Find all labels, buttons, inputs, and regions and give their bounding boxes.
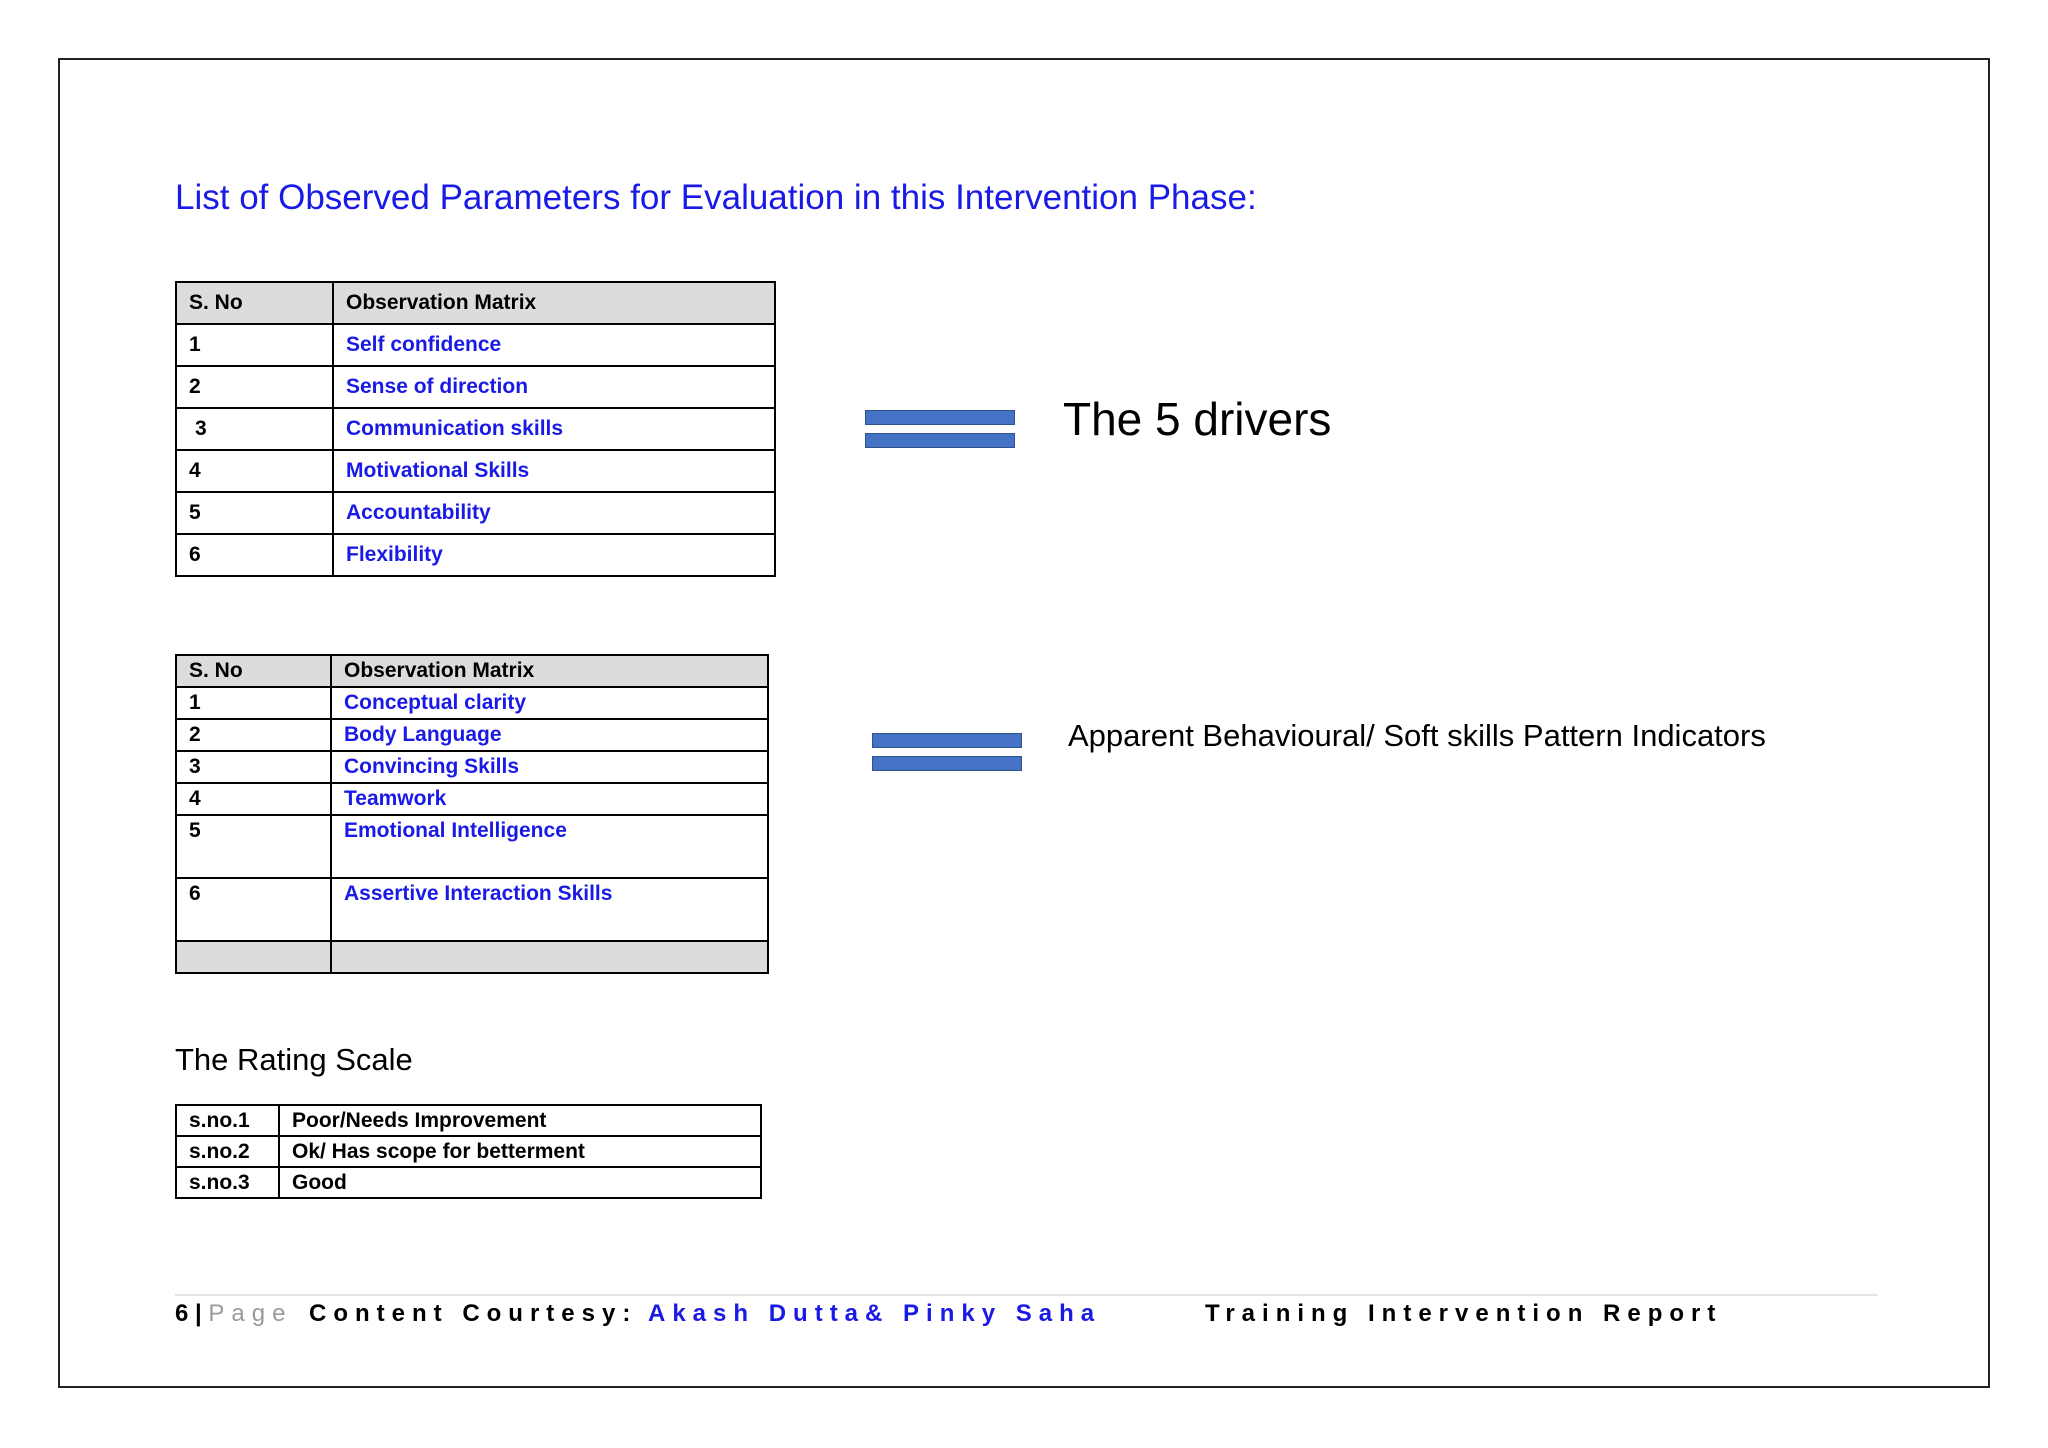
indicators-table [175, 654, 769, 974]
row-number: 1 [176, 687, 331, 719]
row-number: 3 [176, 751, 331, 783]
row-item: Sense of direction [333, 366, 775, 408]
row-item: Flexibility [333, 534, 775, 576]
table-row [176, 534, 775, 576]
row-number: 4 [176, 783, 331, 815]
table-row [176, 878, 768, 941]
drivers-label: The 5 drivers [1063, 393, 1332, 445]
page-separator: | [195, 1300, 202, 1327]
rating-scale-title: The Rating Scale [175, 1042, 413, 1077]
header-observation: Observation Matrix [331, 655, 768, 687]
table-row [176, 815, 768, 878]
row-item: Self confidence [333, 324, 775, 366]
table-header-row [176, 655, 768, 687]
row-number: 1 [176, 324, 333, 366]
table-row [176, 719, 768, 751]
row-item: Teamwork [331, 783, 768, 815]
indicators-label: Apparent Behavioural/ Soft skills Pattern Indicators [1068, 718, 1766, 753]
rating-code: s.no.3 [176, 1167, 279, 1198]
table-empty-row [176, 941, 768, 973]
table-row [176, 687, 768, 719]
header-sno: S. No [176, 282, 333, 324]
table-row [176, 492, 775, 534]
table-row [176, 751, 768, 783]
footer-report-title: Training Intervention Report [1205, 1300, 1723, 1327]
empty-cell [331, 941, 768, 973]
row-number: 3 [176, 408, 333, 450]
table-header-row [176, 282, 775, 324]
rating-code: s.no.1 [176, 1105, 279, 1136]
table-row [176, 450, 775, 492]
drivers-table [175, 281, 776, 577]
row-number: 5 [176, 492, 333, 534]
row-number: 6 [176, 534, 333, 576]
row-item: Body Language [331, 719, 768, 751]
rating-text: Ok/ Has scope for betterment [279, 1136, 761, 1167]
header-observation: Observation Matrix [333, 282, 775, 324]
page-word: Page [208, 1300, 293, 1327]
rating-text: Good [279, 1167, 761, 1198]
row-number: 2 [176, 719, 331, 751]
table-row [176, 1136, 761, 1167]
row-number: 5 [176, 815, 331, 878]
row-item: Communication skills [333, 408, 775, 450]
row-number: 2 [176, 366, 333, 408]
footer-divider [175, 1294, 1878, 1296]
table-row [176, 366, 775, 408]
rating-code: s.no.2 [176, 1136, 279, 1167]
table-row [176, 408, 775, 450]
row-item: Convincing Skills [331, 751, 768, 783]
row-item: Assertive Interaction Skills [331, 878, 768, 941]
row-item: Emotional Intelligence [331, 815, 768, 878]
row-item: Motivational Skills [333, 450, 775, 492]
row-item: Accountability [333, 492, 775, 534]
table-row [176, 783, 768, 815]
page-number: 6 [175, 1300, 189, 1327]
footer-page-info [175, 1300, 292, 1328]
empty-cell [176, 941, 331, 973]
row-item: Conceptual clarity [331, 687, 768, 719]
footer-authors: Akash Dutta& Pinky Saha [648, 1300, 1102, 1327]
rating-scale-table [175, 1104, 762, 1199]
header-sno: S. No [176, 655, 331, 687]
page-heading: List of Observed Parameters for Evaluation in this Intervention Phase: [175, 178, 1257, 217]
table-row [176, 1167, 761, 1198]
row-number: 6 [176, 878, 331, 941]
footer-courtesy: Content Courtesy: [309, 1300, 638, 1327]
table-row [176, 1105, 761, 1136]
table-row [176, 324, 775, 366]
rating-text: Poor/Needs Improvement [279, 1105, 761, 1136]
row-number: 4 [176, 450, 333, 492]
